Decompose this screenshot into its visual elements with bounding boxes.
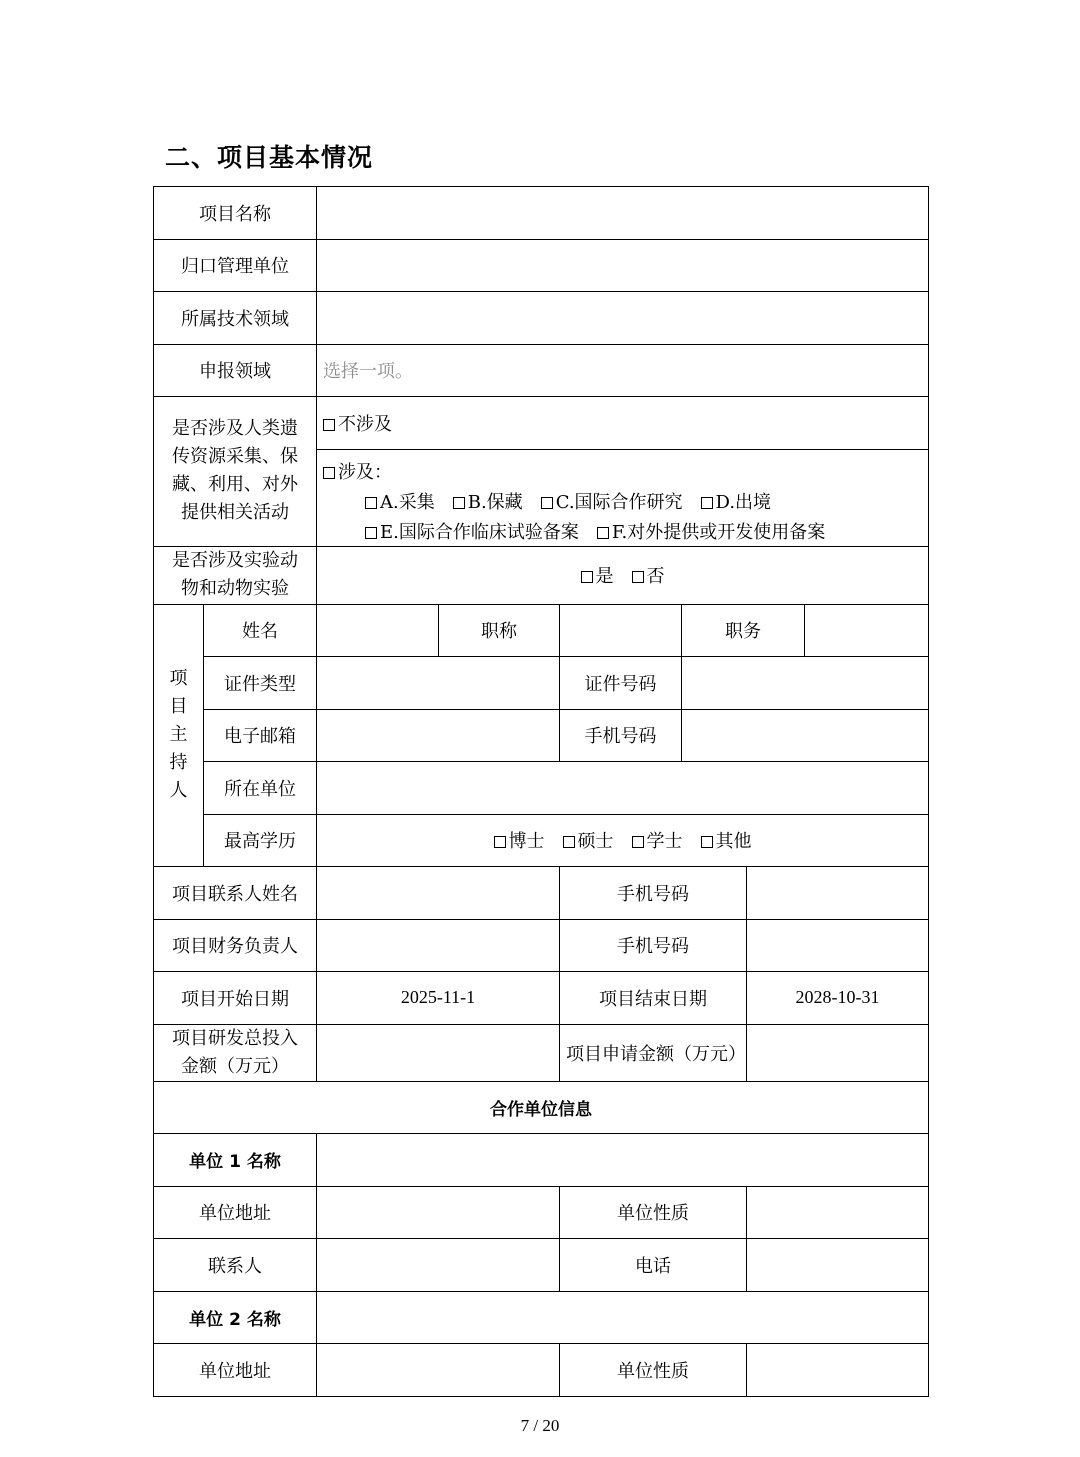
genetic-label: 是否涉及人类遗传资源采集、保藏、利用、对外提供相关活动 <box>154 397 317 547</box>
end-date-label: 项目结束日期 <box>560 972 747 1025</box>
host-title-field[interactable] <box>560 604 682 657</box>
unit2-nature-field[interactable] <box>747 1344 929 1397</box>
tech-field-label: 所属技术领域 <box>154 292 317 345</box>
host-id-type-field[interactable] <box>317 657 560 710</box>
unit2-name-label: 单位 2 名称 <box>154 1291 317 1344</box>
unit2-address-field[interactable] <box>317 1344 560 1397</box>
project-info-table <box>153 186 929 1397</box>
project-name-field[interactable] <box>317 187 929 240</box>
row-unit1-contact <box>154 1239 929 1292</box>
genetic-options-line-1 <box>323 488 922 514</box>
row-contact <box>154 867 929 920</box>
unit1-name-field[interactable] <box>317 1134 929 1187</box>
row-unit1-address <box>154 1186 929 1239</box>
row-management-unit <box>154 239 929 292</box>
unit2-address-label: 单位地址 <box>154 1344 317 1397</box>
host-name-label: 姓名 <box>204 604 317 657</box>
unit1-contact-label: 联系人 <box>154 1239 317 1292</box>
project-name-label: 项目名称 <box>154 187 317 240</box>
unit1-contact-field[interactable] <box>317 1239 560 1292</box>
checkbox-icon[interactable] <box>323 419 335 431</box>
row-unit2-address <box>154 1344 929 1397</box>
start-date-label: 项目开始日期 <box>154 972 317 1025</box>
host-degree-options <box>317 814 929 867</box>
host-title-label: 职称 <box>439 604 560 657</box>
animal-no-option[interactable]: 否 <box>632 562 665 588</box>
host-mobile-field[interactable] <box>682 709 929 762</box>
genetic-options-line-2 <box>323 518 922 544</box>
cooperation-header: 合作单位信息 <box>154 1081 929 1134</box>
checkbox-icon[interactable] <box>632 571 644 583</box>
checkbox-icon[interactable] <box>701 497 713 509</box>
genetic-no-option[interactable] <box>317 397 929 450</box>
page-number: 7 / 20 <box>520 1416 560 1435</box>
host-position-label: 职务 <box>682 604 805 657</box>
management-unit-label: 归口管理单位 <box>154 239 317 292</box>
row-project-name <box>154 187 929 240</box>
host-email-field[interactable] <box>317 709 560 762</box>
checkbox-icon[interactable] <box>365 497 377 509</box>
unit1-name-label: 单位 1 名称 <box>154 1134 317 1187</box>
animal-yes-option[interactable]: 是 <box>581 562 614 588</box>
end-date-field[interactable]: 2028-10-31 <box>747 972 929 1025</box>
genetic-no-text: 不涉及 <box>338 413 392 435</box>
row-apply-field <box>154 344 929 397</box>
row-host-name <box>154 604 929 657</box>
genetic-option-b[interactable]: B.保藏 <box>453 488 523 514</box>
host-name-field[interactable] <box>317 604 439 657</box>
degree-option-other[interactable]: 其他 <box>701 827 752 853</box>
row-genetic-no <box>154 397 929 450</box>
row-finance <box>154 919 929 972</box>
unit2-nature-label: 单位性质 <box>560 1344 747 1397</box>
row-tech-field <box>154 292 929 345</box>
genetic-option-f[interactable]: F.对外提供或开发使用备案 <box>597 518 825 544</box>
tech-field-field[interactable] <box>317 292 929 345</box>
finance-mobile-label: 手机号码 <box>560 919 747 972</box>
contact-mobile-label: 手机号码 <box>560 867 747 920</box>
row-cooperation-header <box>154 1081 929 1134</box>
row-dates <box>154 972 929 1025</box>
management-unit-field[interactable] <box>317 239 929 292</box>
total-invest-label: 项目研发总投入金额（万元） <box>154 1024 317 1081</box>
checkbox-icon[interactable] <box>597 527 609 539</box>
degree-option-phd[interactable]: 博士 <box>494 827 545 853</box>
checkbox-icon[interactable] <box>563 836 575 848</box>
checkbox-icon[interactable] <box>494 836 506 848</box>
unit1-nature-field[interactable] <box>747 1186 929 1239</box>
genetic-option-c[interactable]: C.国际合作研究 <box>541 488 683 514</box>
contact-mobile-field[interactable] <box>747 867 929 920</box>
host-id-number-field[interactable] <box>682 657 929 710</box>
genetic-option-e[interactable]: E.国际合作临床试验备案 <box>365 518 579 544</box>
checkbox-icon[interactable] <box>581 571 593 583</box>
host-email-label: 电子邮箱 <box>204 709 317 762</box>
start-date-field[interactable]: 2025-11-1 <box>317 972 560 1025</box>
row-host-id <box>154 657 929 710</box>
apply-field-select[interactable]: 选择一项。 <box>317 344 929 397</box>
apply-amount-label: 项目申请金额（万元） <box>560 1024 747 1081</box>
apply-amount-field[interactable] <box>747 1024 929 1081</box>
contact-name-field[interactable] <box>317 867 560 920</box>
finance-field[interactable] <box>317 919 560 972</box>
genetic-yes-text: 涉及： <box>338 461 392 483</box>
row-unit2-name <box>154 1291 929 1344</box>
degree-option-bachelor[interactable]: 学士 <box>632 827 683 853</box>
genetic-option-a[interactable]: A.采集 <box>365 488 435 514</box>
apply-field-label: 申报领域 <box>154 344 317 397</box>
row-host-email <box>154 709 929 762</box>
unit1-address-label: 单位地址 <box>154 1186 317 1239</box>
animal-options <box>317 546 929 604</box>
row-animal <box>154 546 929 604</box>
row-host-degree <box>154 814 929 867</box>
unit1-nature-label: 单位性质 <box>560 1186 747 1239</box>
genetic-yes-line[interactable] <box>323 458 922 484</box>
genetic-yes-option <box>317 449 929 546</box>
host-group-label: 项 目 主 持 人 <box>154 604 204 867</box>
checkbox-icon[interactable] <box>701 836 713 848</box>
host-id-type-label: 证件类型 <box>204 657 317 710</box>
unit1-phone-label: 电话 <box>560 1239 747 1292</box>
row-unit1-name <box>154 1134 929 1187</box>
host-position-field[interactable] <box>805 604 929 657</box>
checkbox-icon[interactable] <box>632 836 644 848</box>
host-unit-field[interactable] <box>317 762 929 815</box>
row-host-unit <box>154 762 929 815</box>
host-unit-label: 所在单位 <box>204 762 317 815</box>
animal-label: 是否涉及实验动物和动物实验 <box>154 546 317 604</box>
checkbox-icon[interactable] <box>541 497 553 509</box>
section-title: 二、项目基本情况 <box>165 143 374 172</box>
checkbox-icon[interactable] <box>323 467 335 479</box>
unit2-name-field[interactable] <box>317 1291 929 1344</box>
checkbox-icon[interactable] <box>365 527 377 539</box>
degree-option-master[interactable]: 硕士 <box>563 827 614 853</box>
total-invest-field[interactable] <box>317 1024 560 1081</box>
row-amounts <box>154 1024 929 1081</box>
host-mobile-label: 手机号码 <box>560 709 682 762</box>
unit1-phone-field[interactable] <box>747 1239 929 1292</box>
finance-mobile-field[interactable] <box>747 919 929 972</box>
unit1-address-field[interactable] <box>317 1186 560 1239</box>
checkbox-icon[interactable] <box>453 497 465 509</box>
host-degree-label: 最高学历 <box>204 814 317 867</box>
finance-label: 项目财务负责人 <box>154 919 317 972</box>
host-id-number-label: 证件号码 <box>560 657 682 710</box>
genetic-option-d[interactable]: D.出境 <box>701 488 772 514</box>
contact-name-label: 项目联系人姓名 <box>154 867 317 920</box>
